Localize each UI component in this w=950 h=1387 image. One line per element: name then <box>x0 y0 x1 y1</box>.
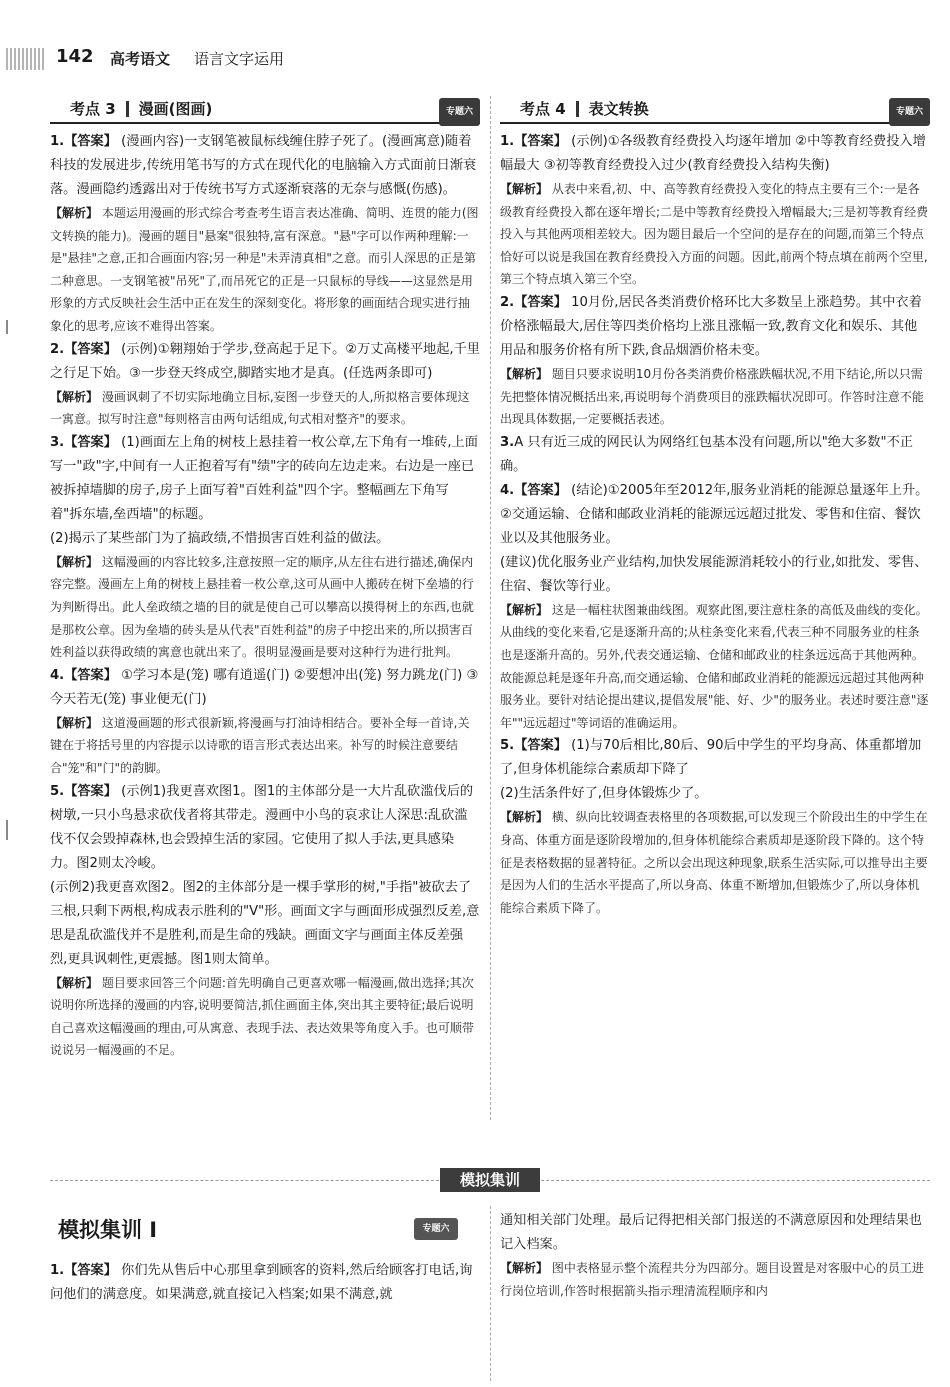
topic-tag: 专题六 <box>414 1218 458 1240</box>
question-answer-continued: 通知相关部门处理。最后记得把相关部门报送的不满意原因和处理结果也记入档案。 <box>500 1213 922 1252</box>
question-answer: 2.【答案】 (示例)①翱翔始于学步,登高起于足下。②万丈高楼平地起,千里之行足下始。③一步登天终成空,脚踏实地才是真。(任选两条即可) <box>50 341 480 381</box>
kaodian-label: 考点 4 <box>520 100 566 118</box>
question-analysis: 【解析】 图中表格显示整个流程共分为四部分。题目设置是对客服中心的员工进行岗位培训,作答时根据箭头指示理清流程顺序和内 <box>500 1261 924 1298</box>
question-answer: 1.【答案】 你们先从售后中心那里拿到顾客的资料,然后给顾客打电话,询问他们的满意度。如果满意,就直接记入档案;如果不满意,就 <box>50 1263 473 1302</box>
column-divider <box>490 96 491 1120</box>
right-column <box>500 96 930 919</box>
kaodian-label: 考点 3 <box>70 100 116 118</box>
question-analysis: 【解析】 这是一幅柱状图兼曲线图。观察此图,要注意柱条的高低及曲线的变化。从曲线的变化来看,它是逐渐升高的;从柱条变化来看,代表三种不同服务业的柱条也是逐渐升高的。另外,代表交通运输、仓储和邮政业的柱条远远高于其他两种。故能源总耗是逐年升高,而交通运输、仓储和邮政业消耗的能源远远超过其他两种服务业。要针对结论提出建议,提倡发展"能、好、少"的服务业。表述时要注意"逐年""远远超过"等词语的准确运用。 <box>500 602 929 730</box>
question-analysis: 【解析】 这道漫画题的形式很新颖,将漫画与打油诗相结合。要补全每一首诗,关键在于将括号里的内容提示以诗歌的语言形式表达出来。补写的时候注意要结合"笼"和"门"的韵脚。 <box>50 715 470 775</box>
question-analysis: 【解析】 这幅漫画的内容比较多,注意按照一定的顺序,从左往右进行描述,确保内容完整。漫画左上角的树枝上悬挂着一枚公章,这可从画中人搬砖在树下垒墙的行为判断得出。此人垒政绩之墙的目的就是使自己可以攀高以摸得树上的东西,也就是那枚公章。因为垒墙的砖头是从代表"百姓利益"的房子中挖出来的,所以损害百姓利益以获得政绩的寓意也就出来了。很明显漫画是要对这种行为进行批判。 <box>50 554 474 660</box>
question-analysis: 【解析】 题目只要求说明10月份各类消费价格涨跌幅状况,不用下结论,所以只需先把整体情况概括出来,再说明每个消费项目的涨跌幅状况即可。作答时注意不能出现具体数据,一定要概括表述。 <box>500 366 924 427</box>
kaodian-title: 表文转换 <box>588 100 649 118</box>
question-analysis: 【解析】 横、纵向比较调查表格里的各项数据,可以发现三个阶段出生的中学生在身高、体重方面是逐阶段增加的,但身体机能综合素质却是逐阶段下降的。这个特征是表格数据的显著特征。之所以会出现这种现象,联系生活实际,可以推导出主要是因为人们的生活水平提高了,所以身高、体重不断增加,但锻炼少了,所以身体机能综合素质下降了。 <box>500 810 928 915</box>
mock-training-title: 模拟集训 I <box>58 1218 158 1242</box>
left-column <box>50 96 480 1062</box>
mock-left-column <box>50 1259 480 1307</box>
question-answer: 1.【答案】 (漫画内容)一支钢笔被鼠标线缠住脖子死了。(漫画寓意)随着科技的发展进步,传统用笔书写的方式在现代化的电脑输入方式面前日渐衰落。漫画隐约透露出对于传统书写方式逐渐衰落的无奈与感慨(伤感)。 <box>50 134 477 197</box>
question-answer: 4.【答案】 (结论)①2005年至2012年,服务业消耗的能源总量逐年上升。②交通运输、仓储和邮政业消耗的能源远远超过批发、零售和住宿、餐饮业以及其他服务业。 <box>500 482 929 546</box>
subject-title: 高考语文 <box>110 50 171 68</box>
mock-right-column <box>500 1209 930 1302</box>
question-answer: 2.【答案】 10月份,居民各类消费价格环比大多数呈上涨趋势。其中衣着价格涨幅最大,居住等四类价格均上涨且涨幅一致,教育文化和娱乐、其他用品和服务价格有所下跌,食品烟酒价格未变。 <box>500 294 922 358</box>
column-divider <box>490 1206 491 1381</box>
question-answer: 1.【答案】 (示例)①各级教育经费投入均逐年增加 ②中等教育经费投入增幅最大 ③初等教育经费投入过少(教育经费投入结构失衡) <box>500 134 926 173</box>
kaodian-title: 漫画(图画) <box>138 100 213 118</box>
heading-separator <box>576 101 579 117</box>
question-answer-part2: (建议)优化服务业产业结构,加快发展能源消耗较小的行业,如批发、零售、住宿、餐饮等行业。 <box>500 554 928 594</box>
question-analysis: 【解析】 题目要求回答三个问题:首先明确自己更喜欢哪一幅漫画,做出选择;其次说明你所选择的漫画的内容,说明要简洁,抓住画面主体,突出其主要特征;最后说明自己喜欢这幅漫画的理由,可从寓意、表现手法、表达效果等角度入手。也可顺带说说另一幅漫画的不足。 <box>50 975 474 1058</box>
question-answer: 3.【答案】 (1)画面左上角的树枝上悬挂着一枚公章,左下角有一堆砖,上面写一"政"字,中间有一人正抱着写有"绩"字的砖向左边走来。右边是一座已被拆掉墙脚的房子,房子上面写着"百姓利益"四个字。整幅画左下角写着"拆东墙,垒西墙"的标题。 <box>50 434 478 522</box>
question-analysis: 【解析】 漫画讽刺了不切实际地确立目标,妄图一步登天的人,所拟格言要体现这一寓意。拟写时注意"每则格言由两句话组成,句式相对整齐"的要求。 <box>50 389 470 427</box>
topic-tag: 专题六 <box>889 98 930 126</box>
page-number: 142 <box>56 46 94 67</box>
section-banner: 模拟集训 <box>440 1168 540 1192</box>
margin-mark <box>6 320 8 334</box>
question-answer: 5.【答案】 (示例1)我更喜欢图1。图1的主体部分是一大片乱砍滥伐后的树墩,一只小鸟悬求砍伐者将其带走。漫画中小鸟的哀求让人深思:乱砍滥伐不仅会毁掉森林,也会毁掉生活的家园。它使用了拟人手法,更具感染力。图2则太冷峻。 <box>50 783 474 871</box>
question-answer-part2: (示例2)我更喜欢图2。图2的主体部分是一棵手掌形的树,"手指"被砍去了三根,只剩下两根,构成表示胜利的"V"形。画面文字与画面形成强烈反差,意思是乱砍滥伐并不是胜利,而是生命的残缺。画面文字与画面主体反差强烈,更具讽刺性,更震撼。图1则太简单。 <box>50 879 480 967</box>
question-answer-part2: (2)揭示了某些部门为了搞政绩,不惜损害百姓利益的做法。 <box>50 530 390 546</box>
question-answer-part2: (2)生活条件好了,但身体锻炼少了。 <box>500 786 708 802</box>
kaodian-3-heading <box>50 96 480 124</box>
publisher-logo-icon <box>6 48 46 70</box>
heading-separator <box>126 101 129 117</box>
margin-mark <box>6 820 8 840</box>
question-answer: 4.【答案】 ①学习本是(笼) 哪有逍遥(门) ②要想冲出(笼) 努力跳龙(门) ③今天若无(笼) 事业便无(门) <box>50 667 479 707</box>
page-header <box>0 0 950 80</box>
kaodian-4-heading <box>500 96 930 124</box>
question-analysis: 【解析】 从表中来看,初、中、高等教育经费投入变化的特点主要有三个:一是各级教育经费投入都在逐年增长;二是中等教育经费投入增幅最大;三是初等教育经费投入与其他两项相差较大。因为题目最后一个空问的是存在的问题,而第三个特点恰好可以说是我国在教育经费投入方面的问题。因此,前两个特点填在前两个空里,第三个特点填入第三个空。 <box>500 182 929 287</box>
section-title: 语言文字运用 <box>194 50 285 68</box>
question-answer: 3.A 只有近三成的网民认为网络红包基本没有问题,所以"绝大多数"不正确。 <box>500 434 913 474</box>
topic-tag: 专题六 <box>439 98 480 126</box>
question-analysis: 【解析】 本题运用漫画的形式综合考查考生语言表达准确、简明、连贯的能力(图文转换的能力)。漫画的题目"悬案"很独特,富有深意。"悬"字可以作两种理解:一是"悬挂"之意,正扣合画面内容;另一种是"未弄清真相"之意。而引人深思的正是第二种意思。一支钢笔被"吊死"了,而吊死它的正是一只鼠标的导线——这显然是用形象的方式反映社会生活中正在发生的深刻变化。将形象的画面结合现实进行抽象化的思考,应该不难得出答案。 <box>50 206 479 333</box>
question-answer: 5.【答案】 (1)与70后相比,80后、90后中学生的平均身高、体重都增加了,但身体机能综合素质却下降了 <box>500 738 922 778</box>
